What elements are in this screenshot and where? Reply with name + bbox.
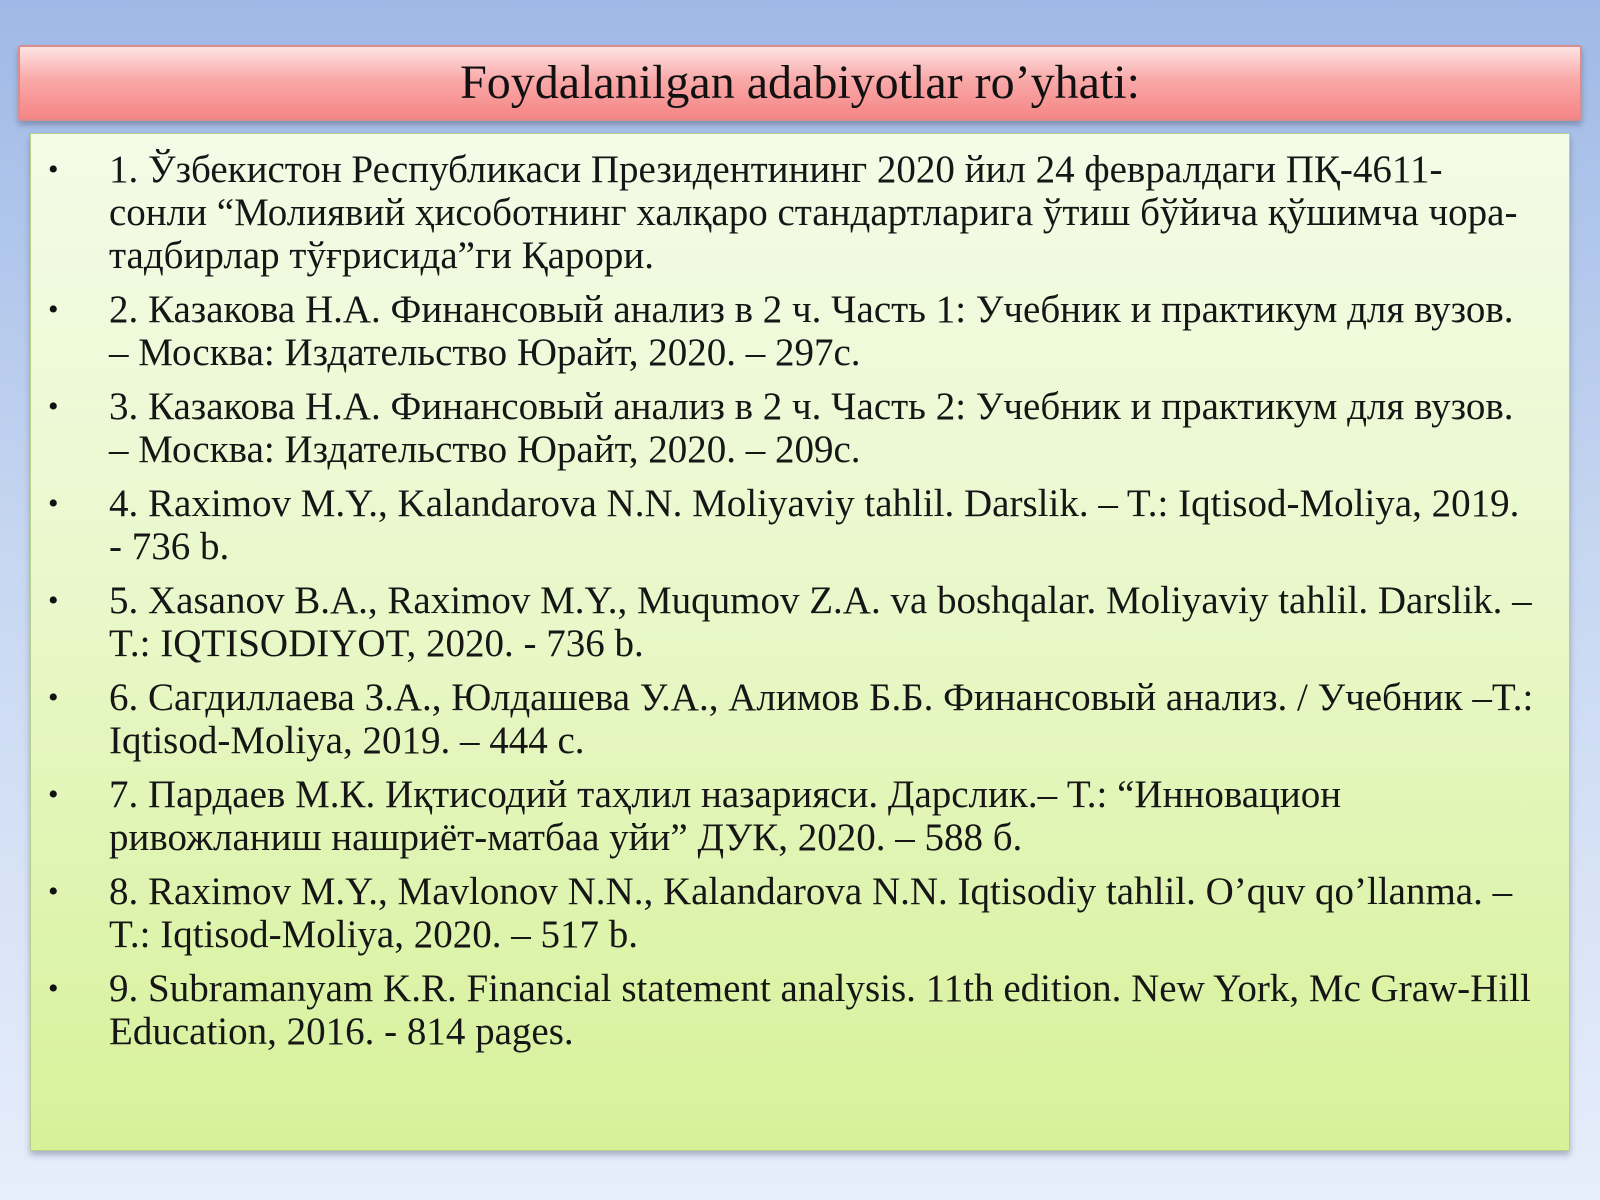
list-item: [31, 967, 1539, 1053]
reference-text: 3. Казакова Н.А. Финансовый анализ в 2 ч. Часть 2: Учебник и практикум для вузов. – Москва: Издательство Юрайт, 2020. – 209с.: [109, 385, 1514, 471]
bullet-icon: •: [48, 584, 59, 617]
list-item: [31, 385, 1539, 471]
bullet-icon: •: [48, 487, 59, 520]
list-item: [31, 288, 1539, 374]
reference-text: 7. Пардаев М.К. Иқтисодий таҳлил назарияси. Дарслик.– Т.: “Инновацион ривожланиш нашриёт-матбаа уйи” ДУК, 2020. – 588 б.: [109, 773, 1342, 859]
bullet-icon: •: [48, 778, 59, 811]
bullet-icon: •: [48, 390, 59, 423]
reference-text: 5. Xasanov B.A., Raximov M.Y., Muqumov Z.A. va boshqalar. Moliyaviy tahlil. Darslik. – T.: IQTISODIYOT, 2020. - 736 b.: [109, 579, 1532, 665]
reference-text: 9. Subramanyam K.R. Financial statement analysis. 11th edition. New York, Mc Graw-Hill Education, 2016. - 814 pages.: [109, 967, 1531, 1053]
list-item: [31, 579, 1539, 665]
reference-text: 2. Казакова Н.А. Финансовый анализ в 2 ч. Часть 1: Учебник и практикум для вузов. – Москва: Издательство Юрайт, 2020. – 297с.: [109, 288, 1514, 374]
list-item: [31, 676, 1539, 762]
reference-text: 6. Сагдиллаева З.А., Юлдашева У.А., Алимов Б.Б. Финансовый анализ. / Учебник –T.: Iqtisod-Moliya, 2019. – 444 с.: [109, 676, 1534, 762]
bullet-icon: •: [48, 972, 59, 1005]
list-item: [31, 148, 1539, 277]
references-list: [31, 134, 1569, 1053]
bullet-icon: •: [48, 875, 59, 908]
reference-text: 1. Ўзбекистон Республикаси Президентининг 2020 йил 24 февралдаги ПҚ-4611-сонли “Молиявий ҳисоботнинг халқаро стандартларига ўтиш бўйича қўшимча чора-тадбирлар тўғрисида”ги Қарори.: [109, 148, 1518, 277]
bullet-icon: •: [48, 681, 59, 714]
list-item: [31, 870, 1539, 956]
reference-text: 8. Raximov M.Y., Mavlonov N.N., Kalandarova N.N. Iqtisodiy tahlil. O’quv qo’llanma. – T.: Iqtisod-Moliya, 2020. – 517 b.: [109, 870, 1513, 956]
references-panel: [30, 133, 1570, 1151]
reference-text: 4. Raximov M.Y., Kalandarova N.N. Moliyaviy tahlil. Darslik. – T.: Iqtisod-Moliya, 2019. - 736 b.: [109, 482, 1520, 568]
bullet-icon: •: [48, 153, 59, 186]
bullet-icon: •: [48, 293, 59, 326]
page-title: Foydalanilgan adabiyotlar ro’yhati:: [460, 56, 1140, 109]
list-item: [31, 482, 1539, 568]
list-item: [31, 773, 1539, 859]
title-bar: [18, 45, 1582, 121]
